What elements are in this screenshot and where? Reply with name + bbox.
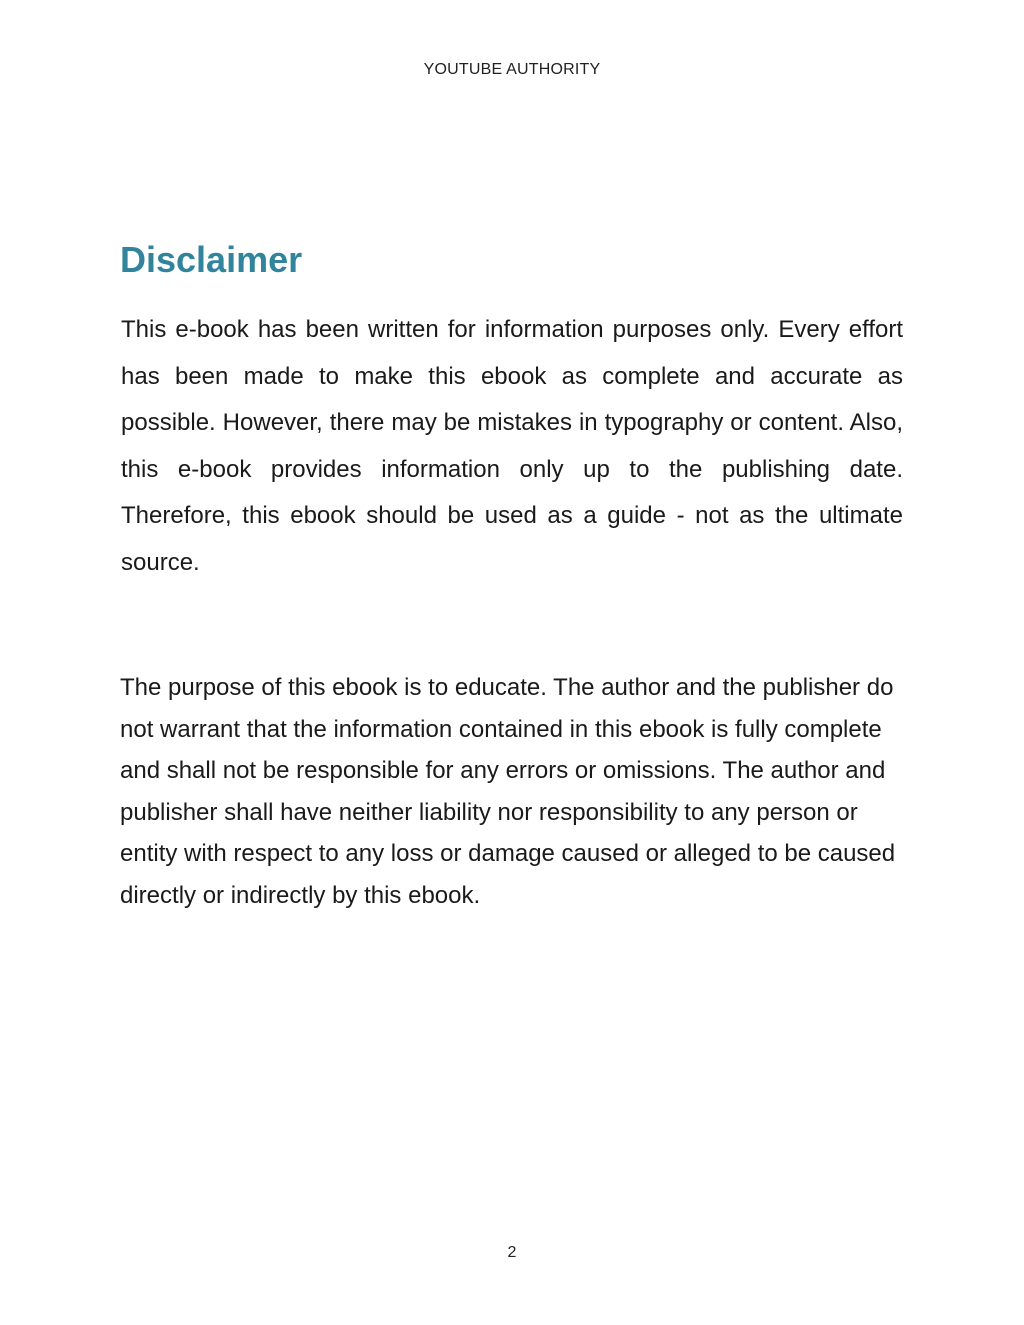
disclaimer-paragraph-1: This e-book has been written for information purposes only. Every effort has been made to make this ebook as complete and accurate as possible. However, there may be mistakes in typography or content. Also, this e-book provides information only up to the publishing date. Therefore, this ebook should be used as a guide - not as the ultimate source. xyxy=(121,316,903,576)
section-title: Disclaimer xyxy=(120,239,303,280)
page-number: 2 xyxy=(507,1244,517,1261)
running-header: YOUTUBE AUTHORITY xyxy=(423,61,601,78)
disclaimer-paragraph-2: The purpose of this ebook is to educate. The author and the publisher do not warrant that the information contained in this ebook is fully complete and shall not be responsible for any errors or omissions. The author and publisher shall have neither liability nor responsibility to any person or entity with respect to any loss or damage caused or alleged to be caused directly or indirectly by this ebook. xyxy=(120,674,896,909)
